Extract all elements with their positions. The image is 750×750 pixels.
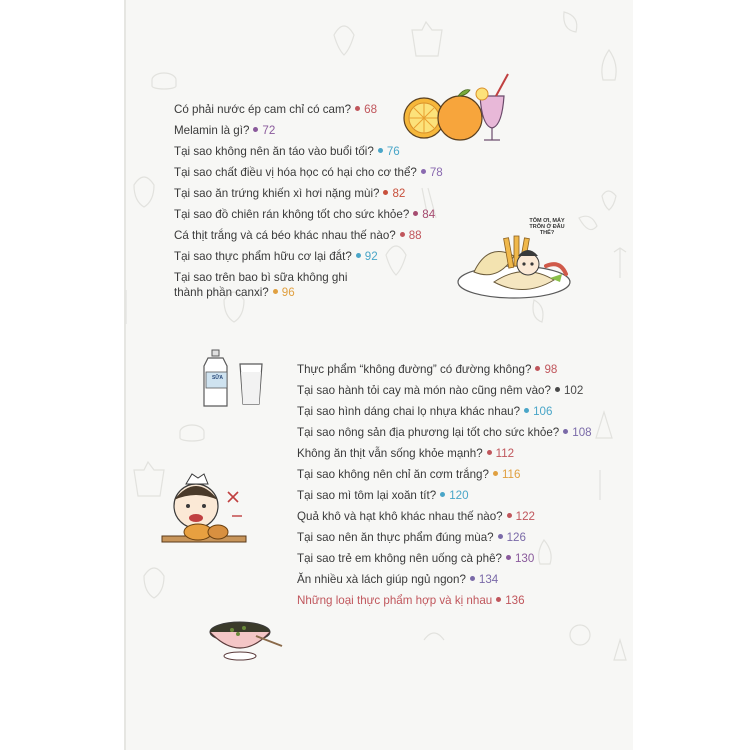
toc-entry[interactable] bbox=[297, 593, 525, 608]
toc-entry-title: Tại sao nông sản địa phương lại tốt cho sức khỏe? bbox=[297, 426, 560, 439]
character-face-icon bbox=[517, 253, 539, 275]
toc-entry[interactable] bbox=[174, 144, 400, 159]
strawberry-doodle-icon bbox=[334, 26, 354, 55]
bullet-dot-icon bbox=[470, 576, 475, 581]
strawberry-doodle-icon bbox=[602, 191, 616, 210]
pepper-doodle-icon bbox=[144, 568, 164, 598]
bullet-dot-icon bbox=[563, 429, 568, 434]
bullet-dot-icon bbox=[355, 106, 360, 111]
toc-entry-title: Tại sao không nên chỉ ăn cơm trắng? bbox=[297, 468, 489, 481]
toc-page-number: 116 bbox=[501, 468, 521, 481]
bullet-dot-icon bbox=[378, 148, 383, 153]
toc-entry[interactable] bbox=[297, 551, 534, 566]
toc-entry[interactable] bbox=[174, 165, 443, 180]
bullet-dot-icon bbox=[506, 555, 511, 560]
toc-page-number: 84 bbox=[422, 208, 436, 221]
plate-speech-caption: TÔM ƠI, MÁY TRÔN Ở ĐÂU THẾ? bbox=[529, 218, 565, 236]
bullet-dot-icon bbox=[413, 211, 418, 216]
toc-entry[interactable] bbox=[174, 186, 405, 201]
toc-entry[interactable] bbox=[174, 102, 377, 117]
eating-character-illustration bbox=[158, 470, 254, 554]
bullet-dot-icon bbox=[273, 289, 278, 294]
toc-page-number: 98 bbox=[544, 363, 558, 376]
toc-entry-title: Cá thịt trắng và cá béo khác nhau thế nào? bbox=[174, 229, 396, 242]
toc-page-number: 130 bbox=[514, 552, 535, 565]
bullet-dot-icon bbox=[498, 534, 503, 539]
bullet-dot-icon bbox=[383, 190, 388, 195]
carrot-doodle-icon bbox=[614, 640, 626, 660]
toc-entry[interactable] bbox=[174, 123, 275, 138]
toc-entry[interactable] bbox=[174, 228, 422, 243]
toc-entry[interactable] bbox=[297, 509, 535, 524]
toc-page-number: 76 bbox=[386, 145, 400, 158]
bowl-icon bbox=[210, 632, 270, 648]
book-page bbox=[124, 0, 633, 750]
toc-page-number: 106 bbox=[533, 405, 553, 418]
toc-page-number: 68 bbox=[364, 103, 378, 116]
leaf-doodle-icon bbox=[533, 300, 543, 322]
noodle-bowl-illustration bbox=[206, 612, 286, 664]
toc-entry-title: Tại sao hành tỏi cay mà món nào cũng nêm vào? bbox=[297, 384, 551, 397]
carrot-doodle-icon bbox=[614, 248, 626, 278]
toc-page-number: 136 bbox=[505, 594, 525, 607]
leaf-doodle-icon bbox=[564, 12, 577, 32]
apple-doodle-icon bbox=[570, 625, 590, 645]
bullet-dot-icon bbox=[400, 232, 405, 237]
leaf-doodle-icon bbox=[579, 216, 597, 229]
toc-entry[interactable] bbox=[297, 530, 526, 545]
juice-glass-icon bbox=[480, 96, 504, 128]
straw-icon bbox=[496, 74, 508, 96]
toc-entry-title: Tại sao ăn trứng khiến xì hơi nặng mùi? bbox=[174, 187, 380, 200]
bullet-dot-icon bbox=[524, 408, 529, 413]
toc-entry-title: Những loại thực phẩm hợp và kị nhau bbox=[297, 594, 493, 607]
toc-entry-title: Không ăn thịt vẫn sống khỏe mạnh? bbox=[297, 447, 483, 460]
cup-doodle-icon bbox=[412, 22, 442, 56]
icecream-doodle-icon bbox=[596, 412, 612, 438]
toc-entry-title: Tại sao đồ chiên rán không tốt cho sức khỏe? bbox=[174, 208, 410, 221]
toc-entry[interactable] bbox=[297, 467, 520, 482]
toc-entry[interactable] bbox=[297, 446, 514, 461]
toc-entry[interactable] bbox=[297, 425, 592, 440]
toc-entry[interactable] bbox=[297, 404, 552, 419]
toc-page-number: 134 bbox=[478, 573, 499, 586]
bullet-dot-icon bbox=[253, 127, 258, 132]
toc-entry-title: Tại sao mì tôm lại xoăn tít? bbox=[297, 489, 437, 502]
icecream-doodle-icon bbox=[539, 540, 551, 564]
icecream-doodle-icon bbox=[602, 50, 616, 80]
toc-entry-title: Tại sao trên bao bì sữa không ghi bbox=[174, 271, 348, 284]
bullet-dot-icon bbox=[535, 366, 540, 371]
toc-page-number: 92 bbox=[364, 250, 378, 263]
toc-page-number: 112 bbox=[495, 447, 515, 460]
toc-entry[interactable] bbox=[174, 207, 435, 222]
toc-entry[interactable] bbox=[174, 270, 347, 300]
toc-page-number: 88 bbox=[408, 229, 422, 242]
toc-entry-title: Melamin là gì? bbox=[174, 124, 250, 137]
toc-entry-title: Có phải nước ép cam chỉ có cam? bbox=[174, 103, 352, 116]
toc-entry-title: Tại sao trẻ em không nên uống cà phê? bbox=[297, 552, 502, 565]
orange-juice-illustration bbox=[402, 70, 514, 146]
leaf-doodle-icon bbox=[424, 633, 444, 640]
toc-page-number: 82 bbox=[392, 187, 406, 200]
bullet-dot-icon bbox=[555, 387, 560, 392]
toc-page-number: 72 bbox=[262, 124, 276, 137]
toc-entry-title: Tại sao thực phẩm hữu cơ lại đắt? bbox=[174, 250, 352, 263]
bullet-dot-icon bbox=[493, 471, 498, 476]
toc-page-number: 108 bbox=[572, 426, 592, 439]
toc-entry-title: Ăn nhiều xà lách giúp ngủ ngon? bbox=[297, 573, 466, 586]
toc-entry-title: Tại sao không nên ăn táo vào buổi tối? bbox=[174, 145, 374, 158]
toc-page-number: 120 bbox=[449, 489, 469, 502]
orange-icon bbox=[438, 96, 482, 140]
toc-entry[interactable] bbox=[297, 572, 498, 587]
toc-entry[interactable] bbox=[297, 362, 557, 377]
toc-page-number: 78 bbox=[429, 166, 443, 179]
chef-hat-icon bbox=[186, 474, 208, 484]
toc-entry-title: thành phần canxi? bbox=[174, 286, 269, 299]
toc-page-number: 96 bbox=[281, 286, 295, 299]
toc-entry-title: Tại sao chất điều vị hóa học có hại cho cơ thể? bbox=[174, 166, 417, 179]
toc-entry[interactable] bbox=[174, 249, 378, 264]
toc-page-number: 126 bbox=[506, 531, 526, 544]
toc-entry-title: Quả khô và hạt khô khác nhau thế nào? bbox=[297, 510, 503, 523]
bullet-dot-icon bbox=[421, 169, 426, 174]
toc-entry-title: Tại sao nên ăn thực phẩm đúng mùa? bbox=[297, 531, 494, 544]
toc-entry[interactable] bbox=[297, 383, 583, 398]
toc-entry-title: Thực phẩm “không đường” có đường không? bbox=[297, 363, 532, 376]
burger-doodle-icon bbox=[180, 425, 204, 441]
burger-doodle-icon bbox=[152, 73, 176, 89]
strawberry-doodle-icon bbox=[386, 246, 406, 275]
bullet-dot-icon bbox=[487, 450, 492, 455]
toc-entry[interactable] bbox=[297, 488, 469, 503]
milk-label: SỮA bbox=[211, 375, 224, 381]
bullet-dot-icon bbox=[356, 253, 361, 258]
bullet-dot-icon bbox=[440, 492, 445, 497]
bullet-dot-icon bbox=[507, 513, 512, 518]
toc-page-number: 122 bbox=[515, 510, 535, 523]
pepper-doodle-icon bbox=[134, 177, 154, 207]
toc-page-number: 102 bbox=[563, 384, 584, 397]
bullet-dot-icon bbox=[496, 597, 501, 602]
toc-entry-title: Tại sao hình dáng chai lọ nhựa khác nhau? bbox=[297, 405, 521, 418]
